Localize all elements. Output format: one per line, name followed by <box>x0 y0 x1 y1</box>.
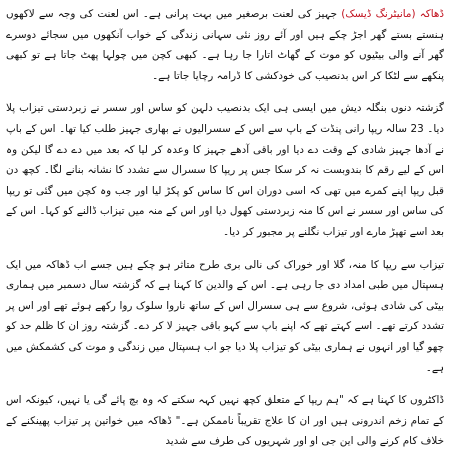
article-paragraph-2: گزشتہ دنوں بنگلہ دیش میں ایسی ہی ایک بدنصیب دلہن کو ساس اور سسر نے زبردستی تیزاب پلا دیا۔ 23 سالہ ریپا رانی پنڈت کے باپ سے اس کے سسرالیوں نے بھاری جہیز طلب کیا تھا۔ اس کے باپ نے آدھا جہیز شادی کے وقت دے دیا اور باقی آدھے جہیز کا وعدہ کر لیا کہ بعد میں دے دے گا لیکن وہ اس کے لیے رقم کا بندوبست نہ کر سکا جس پر ریپا کا سسرال سے تشدد کا نشانہ بنانے لگا۔ کچھ دن قبل ریپا اپنے کمرے میں تھی کہ اسی دوران اس کا ساس کو پکڑ لیا اور جب وہ کچن میں گئی تو ریپا کی ساس اور سسر نے اس کا منہ زبردستی کھول دیا اور اس کے منہ میں تیزاب ڈالنے کو کہا۔ اس کے بعد اسے تھپڑ مارے اور تیزاب نگلنے پر مجبور کر دیا۔ <box>6 102 445 238</box>
article-paragraph-text: جہیز کی لعنت برصغیر میں بہت پرانی ہے۔ اس لعنت کی وجہ سے لاکھوں ہنستے بستے گھر اجڑ چکے ہیں اور آئے روز نئی سہانی زندگی کے خواب آنکھوں میں سجائے دوسرے گھر آنے والی بیٹیوں کو موت کے گھاٹ اتارا جا رہا ہے۔ کبھی کچن میں چولہا پھٹ جاتا ہے تو کبھی پنکھے سے لٹکا کر اس بدنصیب کی خودکشی کا ڈرامہ رچایا جاتا ہے۔ <box>6 8 444 82</box>
article-paragraph-4: ڈاکٹروں کا کہنا ہے کہ "ہم ریپا کے متعلق کچھ نہیں کہہ سکتے کہ وہ بچ پائے گی یا نہیں، کیونکہ اس کے تمام زخم اندرونی ہیں اور ان کا علاج تقریباً ناممکن ہے۔" ڈھاکہ میں خواتین پر تیزاب پھینکنے کے خلاف کام کرنے والی این جی او اور شہریوں کی طرف سے شدید <box>6 394 444 448</box>
article-paragraph-3: تیزاب سے ریپا کا منہ، گلا اور خوراک کی نالی بری طرح متاثر ہو چکے ہیں جسے اب ڈھاکہ میں ایک ہسپتال میں طبی امداد دی جا رہی ہے۔ اس کے والدین کا کہنا ہے کہ گزشتہ سال دسمبر میں ہماری بیٹی کی شادی ہوئی، شروع سے ہی سسرال اس کے ساتھ ناروا سلوک روا رکھے ہوئے تھے اور اس پر تشدد کرتے تھے۔ اسے کہتے تھے کہ اپنے باپ سے کہو باقی جہیز لا کر دے۔ گزشتہ روز ان کا ظلم حد کو چھو گیا اور انہوں نے ہماری بیٹی کو تیزاب پلا دیا جو اب ہسپتال میں زندگی و موت کی کشمکش میں ہے۔ <box>6 258 444 374</box>
article-dateline: ڈھاکہ (مانیٹرنگ ڈیسک) <box>341 8 444 20</box>
article-body <box>6 4 444 464</box>
article-paragraph-1 <box>6 4 444 86</box>
